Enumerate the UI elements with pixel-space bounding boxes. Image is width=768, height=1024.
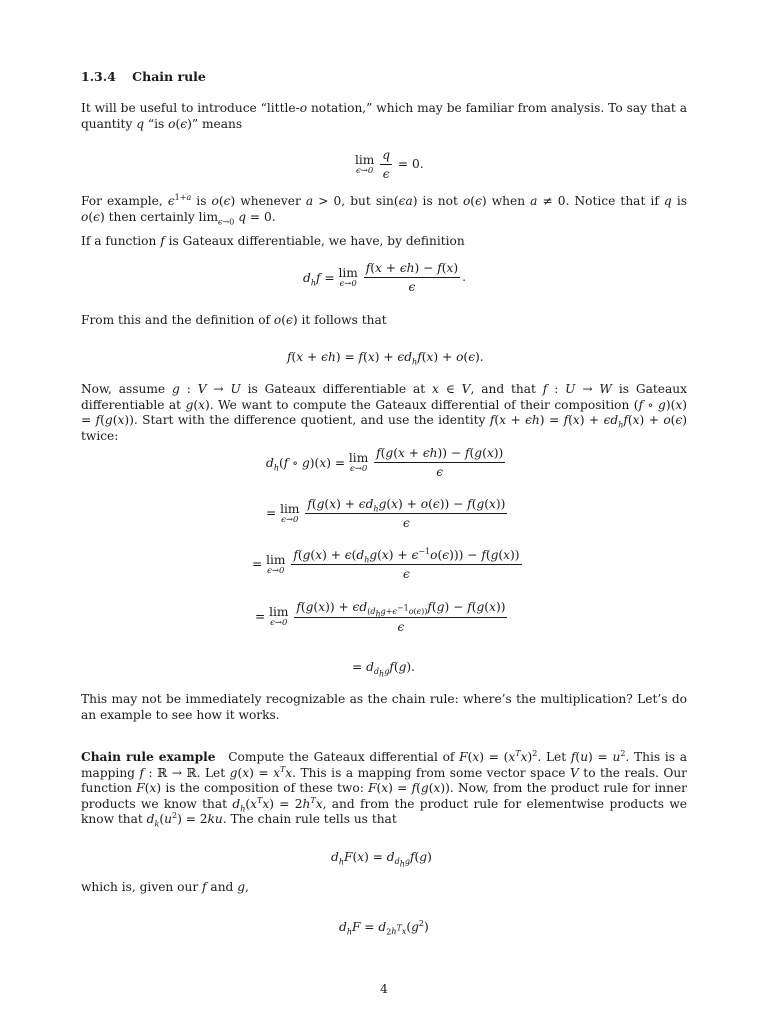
page-number: 4 [380, 982, 388, 996]
paragraph-composition: Now, assume g : V → U is Gateaux differentiable at x ∈ V, and that f : U → W is Gateaux differentiable at g(x). We want to compute the Gateaux differential of their composition (f ∘ g)(x) = f(g(x)). Start with the difference quotient, and use the identity $f(x + \epsilon h) = f(x) + \epsilon d_hf(x) + o(\epsilon)$ twice: [81, 382, 688, 443]
paragraph-chain-rule-remark: This may not be immediately recognizable as the chain rule: where’s the multiplication? Let’s do an example to see how it works. [81, 692, 687, 722]
paragraph-gateaux-definition: If a function f is Gateaux differentiable, we have, by definition [81, 234, 465, 248]
section-number: 1.3.4 [81, 69, 116, 84]
example-title: Chain rule example [81, 750, 216, 764]
paragraph-chain-rule-example: Chain rule example Compute the Gateaux differential of $F(x) = (x^Tx)^2$. Let $f(u) = u^2$. This is a mapping f : ℝ → ℝ. Let $g(x) = x^Tx$. This is a mapping from some vector space V to the reals. Our function F(x) is the composition of these two: F(x) = f(g(x)). Now, from the product rule for inner products we know that $d_h(x^Tx) = 2h^Tx$, and from the product rule for elementwise products we know that $d_k(u^2) = 2ku$. The chain rule tells us that [81, 748, 687, 829]
equation-gateaux-derivative: $d_hf$ = lim ϵ→0 $\frac{f(x + \epsilon h) - f(x)}{\epsilon}$ . [303, 261, 467, 294]
paragraph-little-o-intro: It will be useful to introduce “little-o notation,” which may be familiar from analysis. To say that a quantity q “is o(ϵ)” means [81, 101, 688, 131]
paragraph-given-f-g: which is, given our f and g, [81, 880, 249, 894]
equation-little-o-limit: lim ϵ→0 $\frac{q}{\epsilon}$ = 0. [355, 148, 424, 181]
equation-derivation-step-2: = lim ϵ→0 $\frac{f(g(x) + \epsilon d_hg(x) + o(\epsilon)) - f(g(x))}{\epsilon}$ [266, 497, 506, 530]
equation-derivation-result: = $d_{d_hg}f(g)$. [352, 660, 416, 680]
paragraph-from-definition: From this and the definition of o(ϵ) it follows that [81, 313, 387, 327]
equation-final: $d_hF = d_{2h^Tx}(g^2)$ [339, 918, 429, 937]
paragraph-little-o-example: For example, $\epsilon^{1+a}$ is o(ϵ) whenever a > 0, but sin(ϵa) is not o(ϵ) when a ≠ 0. Notice that if q is o(ϵ) then certainly $\lim_{\epsilon\to 0} q = 0$. [81, 192, 687, 226]
section-title: Chain rule [132, 69, 206, 84]
equation-derivation-step-1: $d_h(f$ ∘ g)(x) = lim ϵ→0 $\frac{f(g(x + \epsilon h)) - f(g(x))}{\epsilon}$ [266, 446, 504, 479]
equation-derivation-step-3: = lim ϵ→0 $\frac{f(g(x) + \epsilon(d_hg(x) + \epsilon^{-1}o(\epsilon))) - f(g(x))}{\epsilon}$ [252, 546, 520, 581]
equation-expansion: $f(x + \epsilon h) = f(x) + \epsilon d_hf(x) + o(\epsilon)$. [287, 350, 484, 367]
equation-chain-rule-applied: $d_hF(x) = d_{d_hg}f(g)$ [331, 850, 432, 870]
section-heading [81, 69, 206, 84]
equation-derivation-step-4: = lim ϵ→0 $\frac{f(g(x)) + \epsilon d_{(d_hg+\epsilon^{-1}o(\epsilon))}f(g) - f(g(x))}{\epsilon}$ [255, 600, 506, 635]
